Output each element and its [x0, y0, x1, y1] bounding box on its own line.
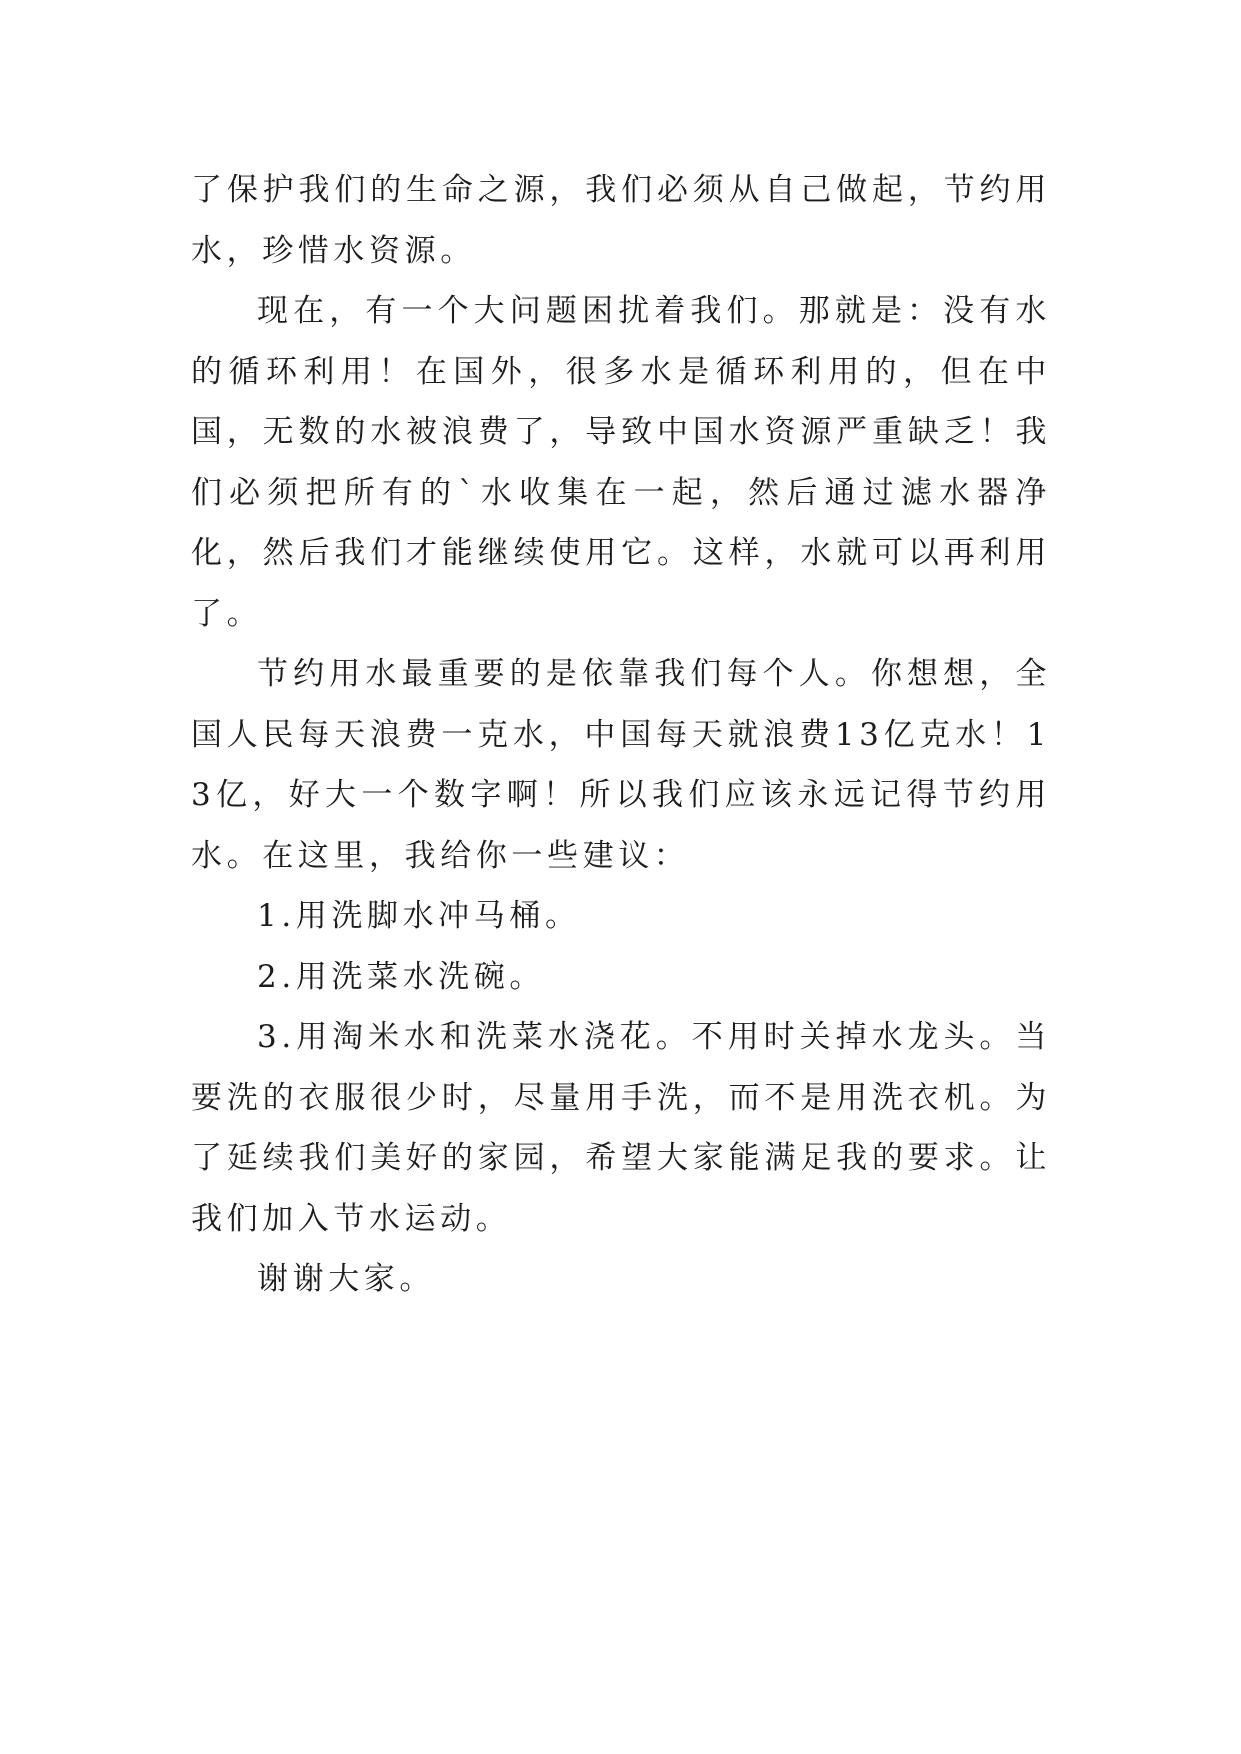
suggestion-item-1: 1.用洗脚水冲马桶。 — [257, 898, 581, 934]
paragraph-everyone-saves-water: 节约用水最重要的是依靠我们每个人。你想想，全国人民每天浪费一克水，中国每天就浪费13亿克水！13亿，好大一个数字啊！所以我们应该永远记得节约用水。在这里，我给你一些建议： — [191, 656, 1051, 874]
paragraph-water-recycling: 现在，有一个大问题困扰着我们。那就是：没有水的循环利用！在国外，很多水是循环利用的，但在中国，无数的水被浪费了，导致中国水资源严重缺乏！我们必须把所有的`水收集在一起，然后通过滤水器净化，然后我们才能继续使用它。这样，水就可以再利用了。 — [191, 293, 1051, 632]
document-body — [191, 160, 1051, 1310]
suggestion-item-3: 3.用淘米水和洗菜水浇花。不用时关掉水龙头。当要洗的衣服很少时，尽量用手洗，而不是用洗衣机。为了延续我们美好的家园，希望大家能满足我的要求。让我们加入节水运动。 — [191, 1019, 1051, 1237]
paragraph-continuation: 了保护我们的生命之源，我们必须从自己做起，节约用水，珍惜水资源。 — [191, 172, 1051, 269]
closing-thanks: 谢谢大家。 — [257, 1261, 435, 1297]
suggestion-item-2: 2.用洗菜水洗碗。 — [257, 958, 545, 995]
